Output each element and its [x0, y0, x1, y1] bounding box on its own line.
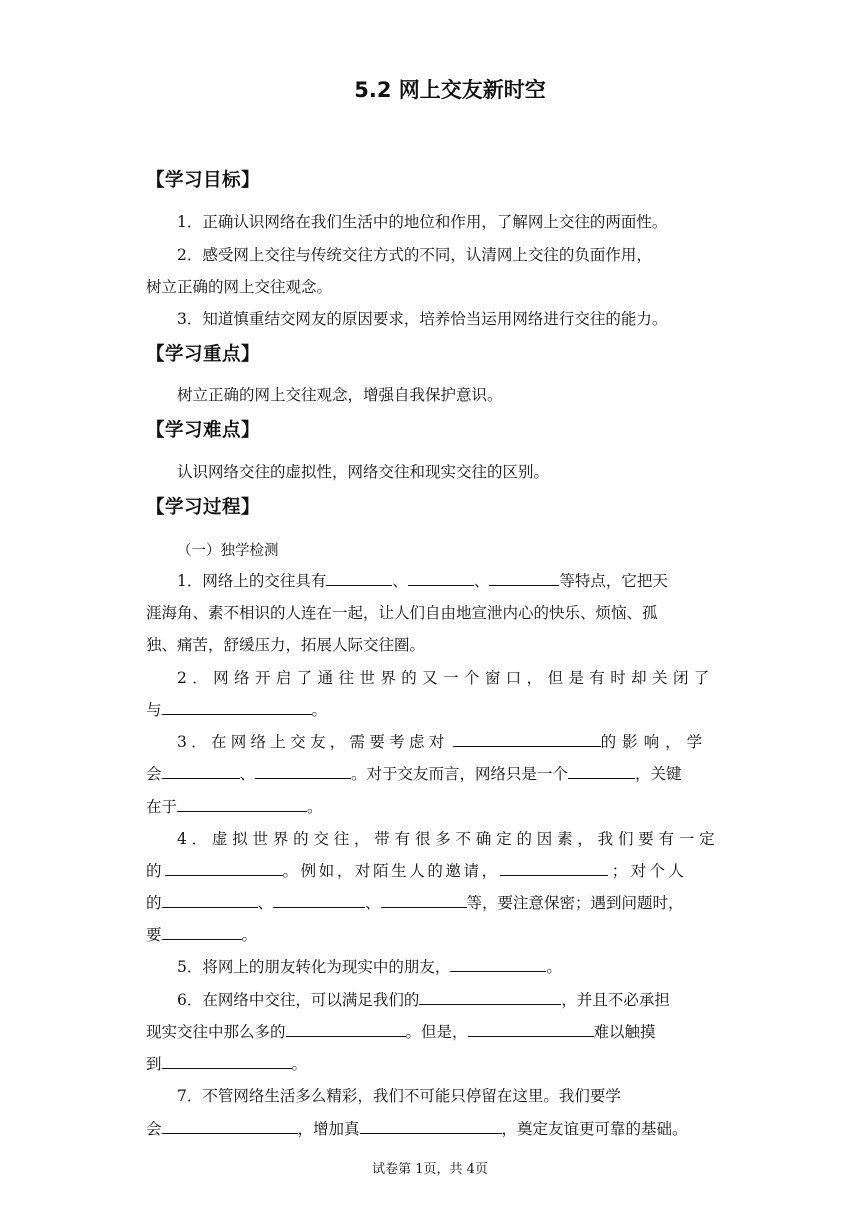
answer-blank[interactable]: [162, 763, 240, 779]
q6-text-b: ，并且不必承担: [561, 991, 670, 1009]
section-heading-difficulties: 【学习难点】: [146, 420, 261, 441]
q1-text-b: 等特点，它把天: [559, 572, 668, 590]
q4-text-j: 。: [241, 926, 258, 944]
q1-sep-1: 、: [392, 572, 408, 590]
q6-text-d: 。但是，: [405, 1023, 468, 1041]
answer-blank[interactable]: [468, 1021, 594, 1037]
process-subheading: （一）独学检测: [177, 543, 279, 559]
objective-item-2: 2．感受网上交往与传统交往方式的不同，认清网上交往的负面作用，: [177, 246, 652, 264]
q7-text-d: ，奠定友谊更可靠的基础。: [501, 1120, 688, 1138]
answer-blank[interactable]: [408, 570, 474, 586]
q3-text-h: 。: [307, 798, 323, 816]
objective-item-2-cont: 树立正确的网上交往观念。: [146, 278, 333, 296]
answer-blank[interactable]: [165, 860, 283, 876]
section-heading-key-points: 【学习重点】: [146, 344, 261, 365]
question-3-line-3: [146, 795, 323, 817]
q2-text-b: 与: [146, 701, 162, 719]
q1-text-a: 1．网络上的交往具有: [177, 572, 327, 590]
answer-blank[interactable]: [255, 763, 351, 779]
answer-blank[interactable]: [273, 892, 365, 908]
q4-text-f: 、: [257, 894, 274, 912]
question-6-line-2: [146, 1020, 656, 1042]
answer-blank[interactable]: [326, 570, 392, 586]
q5-text-b: 。: [546, 958, 562, 976]
answer-blank[interactable]: [177, 796, 307, 812]
page-footer: 试卷第 1页，共 4页: [372, 1162, 488, 1177]
question-3-line-2: [146, 762, 682, 784]
q1-sep-2: 、: [473, 572, 490, 590]
q4-text-g: 、: [365, 894, 381, 912]
key-points-text: 树立正确的网上交往观念，增强自我保护意识。: [177, 386, 503, 404]
question-1-line-1: [177, 569, 668, 591]
q5-text-a: 5．将网上的朋友转化为现实中的朋友，: [177, 958, 451, 976]
objective-item-3: 3．知道慎重结交网友的原因要求，培养恰当运用网络进行交往的能力。: [177, 310, 668, 328]
q6-text-c: 现实交往中那么多的: [146, 1023, 286, 1041]
answer-blank[interactable]: [162, 924, 242, 940]
q6-text-g: 。: [291, 1055, 308, 1073]
q4-text-c: 。例如，对陌生人的邀请，: [282, 862, 500, 880]
answer-blank[interactable]: [162, 892, 258, 908]
section-heading-process: 【学习过程】: [146, 497, 261, 518]
answer-blank[interactable]: [381, 892, 467, 908]
question-5-line-1: [177, 955, 562, 977]
q3-text-b: 的影响，学: [600, 733, 709, 751]
q6-text-f: 到: [146, 1055, 162, 1073]
page-title: 5.2 网上交友新时空: [354, 78, 546, 102]
question-4-line-4: [146, 923, 257, 945]
section-heading-objectives: 【学习目标】: [146, 170, 261, 191]
q7-text-b: 会: [146, 1120, 162, 1138]
answer-blank[interactable]: [500, 860, 608, 876]
answer-blank[interactable]: [419, 989, 561, 1005]
answer-blank[interactable]: [162, 1118, 298, 1134]
question-7-line-2: [146, 1117, 688, 1139]
q4-text-i: 要: [146, 926, 162, 944]
question-2-line-1: 2．网络开启了通往世界的又一个窗口，但是有时却关闭了: [177, 669, 715, 687]
q3-text-d: 、: [239, 765, 256, 783]
answer-blank[interactable]: [286, 1021, 406, 1037]
answer-blank[interactable]: [162, 1053, 292, 1069]
q3-text-g: 在于: [146, 798, 178, 816]
answer-blank[interactable]: [568, 763, 635, 779]
question-4-line-3: [146, 891, 684, 913]
objective-item-1: 1．正确认识网络在我们生活中的地位和作用，了解网上交往的两面性。: [177, 213, 668, 231]
q3-text-e: 。对于交友而言，网络只是一个: [351, 765, 569, 783]
q4-text-e: 的: [146, 894, 162, 912]
q6-text-e: 难以触摸: [593, 1023, 656, 1041]
q6-text-a: 6．在网络中交往，可以满足我们的: [177, 991, 420, 1009]
question-6-line-3: [146, 1052, 307, 1074]
q4-text-d: ；对个人: [611, 862, 688, 880]
q2-text-c: 。: [311, 701, 328, 719]
q3-text-c: 会: [146, 765, 162, 783]
q7-text-c: ，增加真: [297, 1120, 360, 1138]
question-4-line-1: 4．虚拟世界的交往，带有很多不确定的因素，我们要有一定: [177, 830, 720, 848]
q4-text-b: 的: [146, 862, 162, 880]
q4-text-h: 等，要注意保密；遇到问题时，: [466, 894, 684, 912]
question-4-line-2: [146, 859, 687, 881]
q3-text-a: 3．在网络上交友，需要考虑对: [177, 733, 449, 751]
question-6-line-1: [177, 988, 670, 1010]
question-7-line-1: 7．不管网络生活多么精彩，我们不可能只停留在这里。我们要学: [177, 1087, 621, 1105]
answer-blank[interactable]: [450, 956, 546, 972]
question-3-line-1: [177, 730, 708, 752]
answer-blank[interactable]: [453, 731, 601, 747]
question-2-line-2: [146, 698, 327, 720]
question-1-line-3: 独、痛苦，舒缓压力，拓展人际交往圈。: [146, 636, 426, 654]
difficulties-text: 认识网络交往的虚拟性，网络交往和现实交往的区别。: [177, 463, 550, 481]
answer-blank[interactable]: [489, 570, 559, 586]
answer-blank[interactable]: [162, 699, 312, 715]
answer-blank[interactable]: [360, 1118, 502, 1134]
question-1-line-2: 涯海角、素不相识的人连在一起，让人们自由地宣泄内心的快乐、烦恼、孤: [146, 604, 658, 622]
q3-text-f: ，关键: [635, 765, 682, 783]
